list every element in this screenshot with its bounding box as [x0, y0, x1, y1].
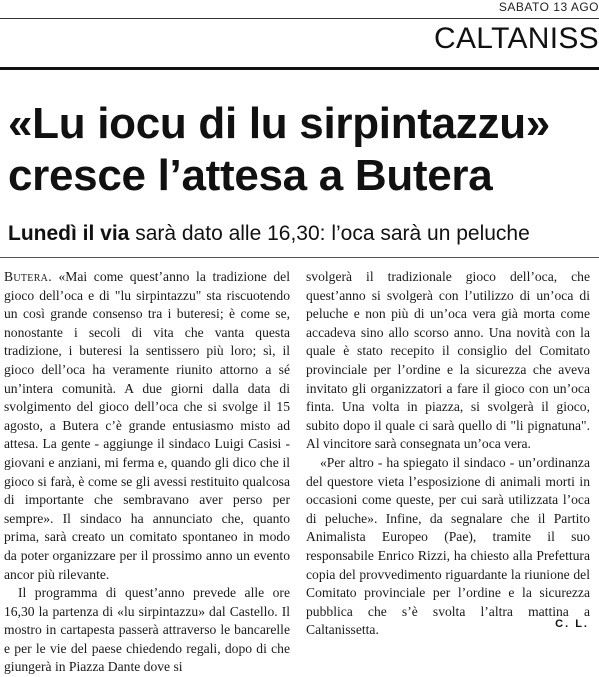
subheadline-lead: Lunedì il via: [8, 222, 130, 245]
paragraph: [4, 268, 290, 584]
paragraph: «Per altro - ha spiegato il sindaco - un’ordinanza del questore vieta l’esposizione di animali morti in occasioni come queste, per cui sarà utilizzata l’oca di peluche». Infine, da segnalare che il Partito Animalista Europeo (Pae), tramite il suo responsabile Enrico Rizzi, ha chiesto alla Prefettura copia del provvedimento riguardante la riunione del Comitato provinciale per l’ordine e la sicurezza pubblica che s’è svolta l’altra mattina a Caltanissetta.: [306, 454, 590, 638]
dateline: Butera.: [4, 269, 52, 284]
paragraph-text: «Mai come quest’anno la tradizione del gioco dell’oca e di "lu sirpintazzu" sta riscuotendo un così grande consenso tra i buteresi; è come se, nonostante i secoli di vita che vanta questa tradizione, i buteresi la sentissero più loro; sì, il gioco dell’oca ha veramente riunito attorno a sé un’intera comunità. A due giorni dalla data di svolgimento del gioco dell’oca che si svolge il 15 agosto, a Butera c’è grande entusiasmo misto ad attesa. La gente - aggiunge il sindaco Luigi Casisi - giovani e anziani, mi ferma e, quando gli dico che il gioco si farà, è come se gli avessi restituito qualcosa di importante che sembravano aver perso per sempre». Il sindaco ha annunciato che, quanto prima, sarà creato un comitato spontaneo in modo da poter organizzare per il prossimo anno un evento ancor più rilevante.: [4, 269, 290, 582]
subheadline: [8, 222, 596, 246]
paragraph: svolgerà il tradizionale gioco dell’oca, che quest’anno si svolgerà con l’utilizzo di un’oca di peluche e non più di un’oca vera già morta come accadeva sino allo scorso anno. Una novità con la quale è stato recepito il consiglio del Comitato provinciale per l’ordine e la sicurezza che aveva invitato gli organizzatori a fare il gioco con un’oca finta. Una volta in piazza, si svolgerà il gioco, subito dopo il quale ci sarà quello di "li pignatuna". Al vincitore sarà consegnata un’oca vera.: [306, 269, 590, 452]
issue-date: SABATO 13 AGO: [498, 0, 599, 14]
section-title: CALTANISS: [434, 22, 599, 55]
subheadline-rule: [0, 257, 599, 258]
section-rule: [0, 67, 599, 70]
top-rule: [0, 18, 599, 19]
headline: [8, 98, 596, 202]
headline-line-2: cresce l’attesa a Butera: [8, 151, 493, 200]
article-column-2: [306, 268, 590, 640]
subheadline-rest: sarà dato alle 16,30: l’oca sarà un peluche: [129, 222, 530, 245]
article-column-1: [4, 268, 290, 677]
paragraph: Il programma di quest’anno prevede alle ore 16,30 la partenza di «lu sirpintazzu» dal Castello. Il mostro in cartapesta passerà attraverso le bancarelle e per le vie del paese chiedendo regali, dopo di che giungerà in Piazza Dante dove si: [4, 585, 290, 675]
headline-line-1: «Lu iocu di lu sirpintazzu»: [8, 99, 550, 148]
author-signature: C. L.: [555, 618, 589, 630]
